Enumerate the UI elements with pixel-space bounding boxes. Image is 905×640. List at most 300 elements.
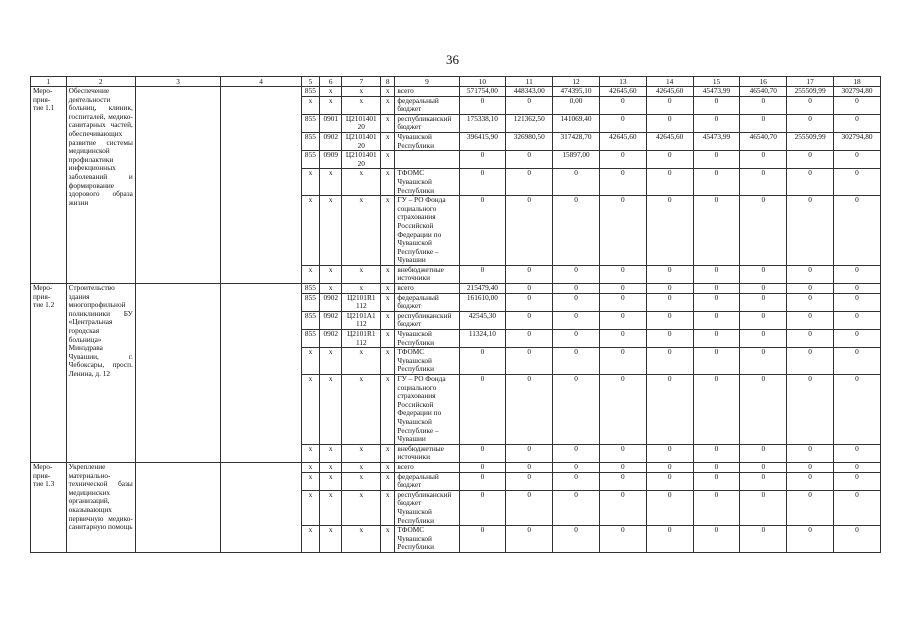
amount-cell: 0: [553, 472, 600, 490]
participants-cell: [221, 284, 301, 463]
amount-cell: 0: [506, 293, 553, 311]
column-number-12: 12: [553, 77, 600, 87]
amount-cell: 0: [646, 284, 693, 294]
expense-type-code: х: [381, 490, 395, 525]
amount-cell: 0: [506, 196, 553, 266]
target-article-code: х: [342, 444, 381, 462]
target-article-code: х: [342, 284, 381, 294]
amount-cell: 0: [693, 96, 740, 114]
target-article-code: х: [342, 169, 381, 196]
grbs-code: 855: [301, 114, 319, 132]
grbs-code: х: [301, 526, 319, 553]
amount-cell: 0: [787, 330, 834, 348]
section-code: 0902: [320, 293, 342, 311]
expense-type-code: х: [381, 114, 395, 132]
section-code: х: [320, 96, 342, 114]
section-code: х: [320, 526, 342, 553]
amount-cell: 0: [740, 330, 787, 348]
amount-cell: 0: [740, 196, 787, 266]
amount-cell: 121362,50: [506, 114, 553, 132]
amount-cell: 0: [553, 196, 600, 266]
funding-source: всего: [395, 284, 459, 294]
amount-cell: 0: [693, 462, 740, 472]
amount-cell: 0: [787, 444, 834, 462]
grbs-code: 855: [301, 87, 319, 97]
amount-cell: 42645,60: [646, 87, 693, 97]
amount-cell: 0: [506, 375, 553, 445]
amount-cell: 0: [787, 284, 834, 294]
amount-cell: 0: [740, 375, 787, 445]
amount-cell: 0: [599, 265, 646, 283]
amount-cell: 0: [553, 348, 600, 375]
funding-source: ТФОМС Чувашской Республики: [395, 526, 459, 553]
target-article-code: Ц2101R1 112: [342, 293, 381, 311]
amount-cell: 0: [506, 96, 553, 114]
grbs-code: х: [301, 375, 319, 445]
amount-cell: 161610,00: [459, 293, 506, 311]
target-article-code: х: [342, 196, 381, 266]
amount-cell: 0: [599, 114, 646, 132]
funding-source: внебюджетные источники: [395, 265, 459, 283]
amount-cell: 0: [646, 311, 693, 329]
amount-cell: 0: [646, 293, 693, 311]
amount-cell: 0: [740, 490, 787, 525]
grbs-code: х: [301, 169, 319, 196]
funding-source: ГУ – РО Фонда социального страхования Российской Федерации по Чувашской Республике – Чувашии: [395, 375, 459, 445]
grbs-code: 855: [301, 293, 319, 311]
amount-cell: 0: [740, 265, 787, 283]
amount-cell: 0: [787, 526, 834, 553]
section-code: 0901: [320, 114, 342, 132]
funding-source: федеральный бюджет: [395, 293, 459, 311]
target-article-code: Ц2101401 20: [342, 114, 381, 132]
funding-source: ГУ – РО Фонда социального страхования Российской Федерации по Чувашской Республике – Чувашии: [395, 196, 459, 266]
amount-cell: 0: [553, 169, 600, 196]
amount-cell: 0: [459, 472, 506, 490]
amount-cell: 0: [646, 169, 693, 196]
funding-source: Чувашской Республики: [395, 330, 459, 348]
column-number-7: 7: [342, 77, 381, 87]
amount-cell: 0: [506, 490, 553, 525]
amount-cell: 42545,30: [459, 311, 506, 329]
amount-cell: 0: [646, 472, 693, 490]
amount-cell: 0: [740, 311, 787, 329]
expense-type-code: х: [381, 169, 395, 196]
target-article-code: х: [342, 526, 381, 553]
measure-id: Меро- прия- тие 1.3: [31, 462, 67, 552]
section-code: 0902: [320, 330, 342, 348]
expense-type-code: х: [381, 265, 395, 283]
amount-cell: 0: [599, 151, 646, 169]
amount-cell: 0: [740, 526, 787, 553]
section-code: х: [320, 490, 342, 525]
expense-type-code: х: [381, 196, 395, 266]
funding-source: республиканский бюджет: [395, 311, 459, 329]
amount-cell: 0: [646, 330, 693, 348]
target-article-code: Ц2101401 20: [342, 132, 381, 150]
amount-cell: 0: [646, 114, 693, 132]
amount-cell: 0: [599, 490, 646, 525]
amount-cell: 0: [787, 196, 834, 266]
column-number-14: 14: [646, 77, 693, 87]
amount-cell: 0: [553, 375, 600, 445]
amount-cell: 46540,70: [740, 87, 787, 97]
column-number-16: 16: [740, 77, 787, 87]
amount-cell: 175338,10: [459, 114, 506, 132]
amount-cell: 0: [599, 196, 646, 266]
amount-cell: 0: [693, 151, 740, 169]
amount-cell: 0: [459, 490, 506, 525]
amount-cell: 0: [834, 151, 881, 169]
amount-cell: 0: [646, 462, 693, 472]
amount-cell: 0: [834, 472, 881, 490]
amount-cell: 0: [459, 196, 506, 266]
amount-cell: 42645,60: [599, 132, 646, 150]
amount-cell: 0: [787, 311, 834, 329]
section-code: х: [320, 375, 342, 445]
amount-cell: 0: [740, 114, 787, 132]
amount-cell: 0: [787, 265, 834, 283]
amount-cell: 0: [740, 96, 787, 114]
amount-cell: 0: [787, 348, 834, 375]
amount-cell: 0: [834, 311, 881, 329]
amount-cell: 0: [787, 293, 834, 311]
amount-cell: 0: [834, 330, 881, 348]
amount-cell: 0: [599, 375, 646, 445]
amount-cell: 0: [693, 196, 740, 266]
grbs-code: х: [301, 348, 319, 375]
amount-cell: 0: [740, 151, 787, 169]
amount-cell: 0: [834, 462, 881, 472]
expense-type-code: х: [381, 96, 395, 114]
amount-cell: 0: [646, 348, 693, 375]
expense-type-code: х: [381, 311, 395, 329]
funding-source: внебюджетные источники: [395, 444, 459, 462]
amount-cell: 45473,99: [693, 87, 740, 97]
section-code: 0902: [320, 311, 342, 329]
table-row: [31, 462, 881, 472]
amount-cell: 0: [693, 293, 740, 311]
amount-cell: 0: [693, 265, 740, 283]
grbs-code: х: [301, 490, 319, 525]
amount-cell: 0: [506, 526, 553, 553]
amount-cell: 45473,99: [693, 132, 740, 150]
amount-cell: 0: [506, 284, 553, 294]
measure-id: Меро- прия- тие 1.1: [31, 87, 67, 284]
amount-cell: 0: [834, 284, 881, 294]
amount-cell: 0: [740, 293, 787, 311]
measure-id: Меро- прия- тие 1.2: [31, 284, 67, 463]
funding-source: [395, 151, 459, 169]
amount-cell: 0: [646, 96, 693, 114]
amount-cell: 0: [787, 375, 834, 445]
amount-cell: 0: [646, 265, 693, 283]
amount-cell: 0: [553, 462, 600, 472]
amount-cell: 0: [787, 472, 834, 490]
amount-cell: 0: [646, 526, 693, 553]
amount-cell: 0: [693, 114, 740, 132]
amount-cell: 302794,80: [834, 132, 881, 150]
amount-cell: 0,00: [553, 96, 600, 114]
measure-name: Укрепление материально-технической базы медицинских организаций, оказывающих первичную медико-санитарную помощь: [66, 462, 135, 552]
column-number-11: 11: [506, 77, 553, 87]
funding-source: республиканский бюджет Чувашской Республики: [395, 490, 459, 525]
column-number-4: 4: [221, 77, 301, 87]
target-article-code: х: [342, 462, 381, 472]
grbs-code: 855: [301, 151, 319, 169]
funding-source: Чувашской Республики: [395, 132, 459, 150]
section-code: х: [320, 444, 342, 462]
target-article-code: х: [342, 375, 381, 445]
amount-cell: 396415,90: [459, 132, 506, 150]
amount-cell: 0: [834, 375, 881, 445]
expense-type-code: х: [381, 472, 395, 490]
funding-source: федеральный бюджет: [395, 472, 459, 490]
grbs-code: 855: [301, 311, 319, 329]
amount-cell: 0: [740, 462, 787, 472]
section-code: х: [320, 87, 342, 97]
amount-cell: 0: [459, 348, 506, 375]
amount-cell: 0: [834, 526, 881, 553]
amount-cell: 571754,00: [459, 87, 506, 97]
amount-cell: 0: [740, 169, 787, 196]
grbs-code: х: [301, 265, 319, 283]
target-article-code: х: [342, 96, 381, 114]
amount-cell: 0: [506, 265, 553, 283]
target-article-code: х: [342, 490, 381, 525]
column-number-15: 15: [693, 77, 740, 87]
amount-cell: 0: [553, 284, 600, 294]
amount-cell: 0: [459, 169, 506, 196]
page-number: 36: [446, 52, 459, 67]
amount-cell: 0: [599, 293, 646, 311]
column-number-9: 9: [395, 77, 459, 87]
column-number-10: 10: [459, 77, 506, 87]
grbs-code: 855: [301, 330, 319, 348]
responsible-cell: [135, 462, 221, 552]
amount-cell: 0: [459, 265, 506, 283]
expense-type-code: х: [381, 375, 395, 445]
amount-cell: 0: [599, 444, 646, 462]
amount-cell: 0: [459, 96, 506, 114]
amount-cell: 0: [693, 526, 740, 553]
amount-cell: 474395,10: [553, 87, 600, 97]
amount-cell: 0: [459, 151, 506, 169]
amount-cell: 0: [506, 330, 553, 348]
amount-cell: 0: [599, 472, 646, 490]
grbs-code: х: [301, 196, 319, 266]
section-code: х: [320, 348, 342, 375]
amount-cell: 0: [459, 375, 506, 445]
expense-type-code: х: [381, 462, 395, 472]
target-article-code: х: [342, 265, 381, 283]
target-article-code: Ц2101R1 112: [342, 330, 381, 348]
amount-cell: 0: [787, 114, 834, 132]
amount-cell: 0: [599, 169, 646, 196]
amount-cell: 0: [834, 169, 881, 196]
table-row: [31, 284, 881, 294]
amount-cell: 0: [834, 265, 881, 283]
amount-cell: 42645,60: [646, 132, 693, 150]
amount-cell: 0: [693, 330, 740, 348]
column-number-18: 18: [834, 77, 881, 87]
expense-type-code: х: [381, 526, 395, 553]
amount-cell: 0: [693, 375, 740, 445]
amount-cell: 0: [599, 526, 646, 553]
amount-cell: 141069,40: [553, 114, 600, 132]
amount-cell: 0: [834, 196, 881, 266]
column-number-17: 17: [787, 77, 834, 87]
funding-source: всего: [395, 462, 459, 472]
amount-cell: 0: [693, 348, 740, 375]
amount-cell: 42645,60: [599, 87, 646, 97]
column-number-2: 2: [66, 77, 135, 87]
expense-type-code: х: [381, 87, 395, 97]
amount-cell: 0: [506, 444, 553, 462]
participants-cell: [221, 87, 301, 284]
amount-cell: 0: [553, 490, 600, 525]
amount-cell: 0: [553, 526, 600, 553]
section-code: 0902: [320, 132, 342, 150]
amount-cell: 0: [740, 444, 787, 462]
funding-source: всего: [395, 87, 459, 97]
section-code: 0909: [320, 151, 342, 169]
amount-cell: 0: [646, 196, 693, 266]
amount-cell: 0: [787, 96, 834, 114]
responsible-cell: [135, 284, 221, 463]
amount-cell: 0: [834, 96, 881, 114]
expense-type-code: х: [381, 151, 395, 169]
table-row: [31, 87, 881, 97]
section-code: х: [320, 169, 342, 196]
amount-cell: 448343,00: [506, 87, 553, 97]
amount-cell: 0: [834, 444, 881, 462]
amount-cell: 0: [459, 444, 506, 462]
section-code: х: [320, 472, 342, 490]
amount-cell: 0: [693, 444, 740, 462]
amount-cell: 0: [506, 348, 553, 375]
amount-cell: 0: [740, 348, 787, 375]
expense-type-code: х: [381, 284, 395, 294]
amount-cell: 0: [693, 169, 740, 196]
amount-cell: 0: [599, 96, 646, 114]
table-body: [31, 87, 881, 553]
column-number-8: 8: [381, 77, 395, 87]
amount-cell: 0: [459, 526, 506, 553]
amount-cell: 0: [787, 490, 834, 525]
expense-type-code: х: [381, 444, 395, 462]
amount-cell: 0: [506, 311, 553, 329]
section-code: х: [320, 462, 342, 472]
amount-cell: 255509,99: [787, 132, 834, 150]
responsible-cell: [135, 87, 221, 284]
funding-source: ТФОМС Чувашской Республики: [395, 348, 459, 375]
amount-cell: 15897,00: [553, 151, 600, 169]
amount-cell: 0: [787, 462, 834, 472]
grbs-code: х: [301, 462, 319, 472]
amount-cell: 0: [599, 284, 646, 294]
column-number-6: 6: [320, 77, 342, 87]
amount-cell: 0: [506, 472, 553, 490]
section-code: х: [320, 196, 342, 266]
amount-cell: 0: [693, 284, 740, 294]
amount-cell: 302794,80: [834, 87, 881, 97]
amount-cell: 0: [693, 311, 740, 329]
funding-source: федеральный бюджет: [395, 96, 459, 114]
amount-cell: 0: [787, 169, 834, 196]
funding-source: ТФОМС Чувашской Республики: [395, 169, 459, 196]
amount-cell: 0: [740, 284, 787, 294]
amount-cell: 326980,50: [506, 132, 553, 150]
amount-cell: 0: [553, 311, 600, 329]
target-article-code: х: [342, 472, 381, 490]
amount-cell: 0: [646, 375, 693, 445]
section-code: х: [320, 284, 342, 294]
grbs-code: 855: [301, 132, 319, 150]
amount-cell: 0: [646, 151, 693, 169]
column-number-1: 1: [31, 77, 67, 87]
amount-cell: 0: [693, 472, 740, 490]
amount-cell: 0: [459, 462, 506, 472]
expense-type-code: х: [381, 293, 395, 311]
column-number-3: 3: [135, 77, 221, 87]
amount-cell: 0: [646, 444, 693, 462]
amount-cell: 46540,70: [740, 132, 787, 150]
amount-cell: 0: [787, 151, 834, 169]
amount-cell: 0: [834, 293, 881, 311]
amount-cell: 0: [599, 462, 646, 472]
grbs-code: х: [301, 472, 319, 490]
column-number-row: [31, 77, 881, 87]
amount-cell: 11324,10: [459, 330, 506, 348]
funding-source: республиканский бюджет: [395, 114, 459, 132]
amount-cell: 0: [693, 490, 740, 525]
budget-table: [30, 76, 881, 553]
measure-name: Строительство здания многопрофильной поликлиники БУ «Центральная городская больница» Минздрава Чувашии, г. Чебоксары, просп. Ленина, д. 12: [66, 284, 135, 463]
target-article-code: Ц2101401 20: [342, 151, 381, 169]
grbs-code: 855: [301, 284, 319, 294]
amount-cell: 0: [834, 114, 881, 132]
amount-cell: 0: [599, 311, 646, 329]
grbs-code: х: [301, 96, 319, 114]
measure-name: Обеспечение деятельности больниц, клиник, госпиталей, медико-санитарных частей, обеспечивающих развитие системы медицинской профилактики инфекционных заболеваний и формирование здорового образа жизни: [66, 87, 135, 284]
amount-cell: 0: [553, 444, 600, 462]
grbs-code: х: [301, 444, 319, 462]
amount-cell: 255509,99: [787, 87, 834, 97]
amount-cell: 0: [506, 462, 553, 472]
amount-cell: 0: [506, 151, 553, 169]
section-code: х: [320, 265, 342, 283]
amount-cell: 0: [599, 348, 646, 375]
amount-cell: 0: [506, 169, 553, 196]
amount-cell: 0: [834, 348, 881, 375]
expense-type-code: х: [381, 132, 395, 150]
amount-cell: 0: [834, 490, 881, 525]
participants-cell: [221, 462, 301, 552]
column-number-13: 13: [599, 77, 646, 87]
target-article-code: х: [342, 348, 381, 375]
amount-cell: 0: [599, 330, 646, 348]
amount-cell: 0: [740, 472, 787, 490]
expense-type-code: х: [381, 330, 395, 348]
amount-cell: 0: [553, 293, 600, 311]
amount-cell: 215479,40: [459, 284, 506, 294]
target-article-code: х: [342, 87, 381, 97]
target-article-code: Ц2101А1 112: [342, 311, 381, 329]
column-number-5: 5: [301, 77, 319, 87]
amount-cell: 317428,70: [553, 132, 600, 150]
expense-type-code: х: [381, 348, 395, 375]
